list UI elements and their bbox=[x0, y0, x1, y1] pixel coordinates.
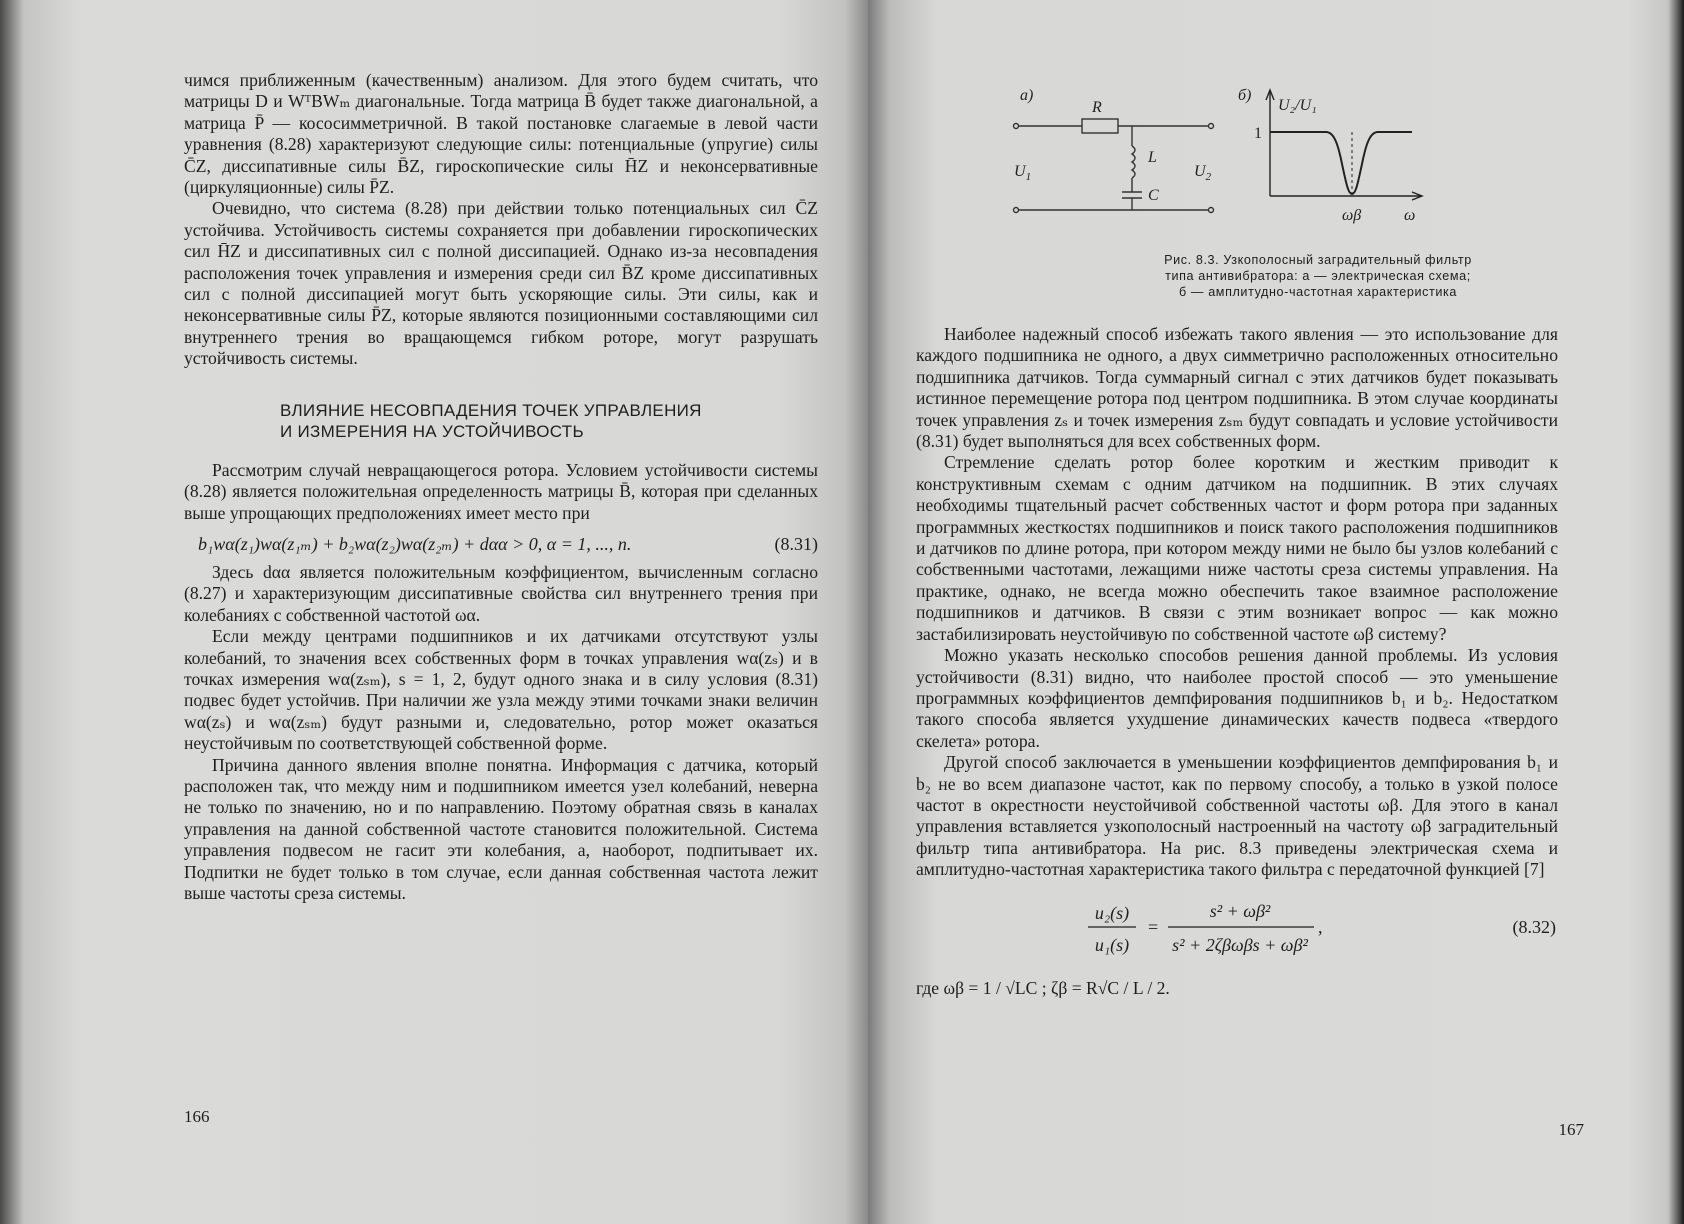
lhs-denominator: u₁(s) bbox=[1094, 934, 1130, 955]
capacitor-label: C bbox=[1148, 187, 1159, 204]
terminal-dot bbox=[1014, 208, 1019, 213]
paragraph: Очевидно, что система (8.28) при действии только потенциальных сил C̄Z устойчива. Устойчивость системы сохраняется при добавлении гироскопических сил H̄Z и диссипативных сил с полной диссипацией. Однако из-за несовпадения расположения точек управления и измерения среди сил B̄Z кроме диссипативных сил с полной диссипацией могут быть ускоряющие силы. Эти силы, как и неконсервативные силы P̄Z, которые являются позиционными составляющими сил внутреннего трения во вращающемся гибком роторе, могут разрушать устойчивость системы. bbox=[184, 198, 818, 369]
output-voltage-label: $U_2$ bbox=[1194, 163, 1212, 183]
formula-8-32-render bbox=[916, 889, 1558, 973]
figure-caption bbox=[1028, 252, 1608, 300]
terminal-dot bbox=[1209, 208, 1214, 213]
inductor-symbol bbox=[1132, 146, 1135, 178]
section-heading bbox=[280, 400, 818, 442]
paragraph: Стремление сделать ротор более коротким и жестким приводит к конструктивным схемам с одним датчиком на подшипник. В этих случаях необходимы тщательный расчет собственных частот и форм ротора при заданных программных жесткостях подшипников и поиск такого расположения подшипников и датчиков по длине ротора, при котором между ними не было бы узлов колебаний с собственными частотами, лежащими ниже частоты среза системы управления. На практике, однако, не всегда можно обеспечить такое взаимное расположение подшипников и датчиков. В связи с этим возникает вопрос — как можно застабилизировать неустойчивую по собственной частоте ωβ систему? bbox=[916, 452, 1558, 644]
heading-line: И ИЗМЕРЕНИЯ НА УСТОЙЧИВОСТЬ bbox=[280, 421, 584, 441]
y-tick-label: 1 bbox=[1254, 125, 1262, 142]
formula-8-31 bbox=[198, 532, 818, 556]
formula-number: (8.32) bbox=[1512, 916, 1556, 937]
terminal-dot bbox=[1014, 124, 1019, 129]
paragraph: Рассмотрим случай невращающегося ротора. Условием устойчивости системы (8.28) является положительная определенность матрицы B̄, которая при сделанных выше упрощающих предположениях имеет место при bbox=[184, 459, 818, 523]
paragraph: Другой способ заключается в уменьшении коэффициентов демпфирования b₁ и b₂ не во всем диапазоне частот, как по первому способу, а только в узкой полосе частот в окрестности неустойчивой собственной частоты ωβ. Для этого в канал управления вставляется узкополосный настроенный на частоту ωβ заградительный фильтр типа антивибратора. На рис. 8.3 приведены электрическая схема и амплитудно-частотная характеристика такого фильтра с передаточной функцией [7] bbox=[916, 752, 1558, 880]
caption-line: Рис. 8.3. Узкополосный заградительный фильтр bbox=[1164, 253, 1472, 267]
formula-body: b₁wα(z₁)wα(z₁ₘ) + b₂wα(z₂)wα(z₂ₘ) + dαα > 0, α = 1, ..., n. bbox=[198, 533, 632, 554]
lhs-numerator: u₂(s) bbox=[1094, 902, 1130, 923]
response-curve bbox=[1270, 132, 1412, 194]
y-axis-label: U₂/U₁ bbox=[1278, 97, 1317, 114]
resistor-label: R bbox=[1092, 99, 1102, 116]
caption-line: типа антивибратора: а — электрическая схема; bbox=[1165, 269, 1471, 283]
rhs-numerator: s² + ωβ² bbox=[1209, 900, 1271, 921]
right-text-column bbox=[916, 324, 1558, 999]
paragraph: Наиболее надежный способ избежать такого явления — это использование для каждого подшипника не одного, а двух симметрично расположенных относительно подшипника датчиков. Тогда суммарный сигнал с этих датчиков будет показывать истинное перемещение ротора под центром подшипника. В этом случае координаты точек управления zₛ и точек измерения zₛₘ будут совпадать и условие устойчивости (8.31) будет выполняться для всех собственных форм. bbox=[916, 324, 1558, 452]
inductor-label: L bbox=[1148, 149, 1157, 166]
caption-line: б — амплитудно-частотная характеристика bbox=[1179, 285, 1457, 299]
equals-sign: = bbox=[1148, 916, 1159, 937]
heading-line: ВЛИЯНИЕ НЕСОВПАДЕНИЯ ТОЧЕК УПРАВЛЕНИЯ bbox=[280, 400, 702, 420]
page-number: 166 bbox=[184, 1107, 210, 1126]
rhs-denominator: s² + 2ζβωβs + ωβ² bbox=[1172, 934, 1308, 955]
paragraph: Если между центрами подшипников и их датчиками отсутствуют узлы колебаний, то значения всех собственных форм в точках управления wα(zₛ) и в точках измерения wα(zₛₘ), s = 1, 2, будут одного знака и в силу условия (8.31) подвес будет устойчив. При наличии же узла между этими точками знаки величин wα(zₛ) и wα(zₛₘ) будут разными и, следовательно, ротор может оказаться неустойчивым по соответствующей собственной форме. bbox=[184, 626, 818, 754]
formula-comma: , bbox=[1318, 916, 1323, 937]
resistor-symbol bbox=[1082, 119, 1118, 133]
formula-number: (8.31) bbox=[774, 533, 818, 554]
terminal-dot bbox=[1209, 124, 1214, 129]
right-page bbox=[868, 0, 1684, 1224]
figure-label-a: а) bbox=[1020, 87, 1034, 104]
paragraph: чимся приближенным (качественным) анализом. Для этого будем считать, что матрицы D и WᵀBWₘ диагональные. Тогда матрица B̄ будет также диагональной, а матрица P̄ — кососимметричной. В такой постановке слагаемые в левой части уравнения (8.28) характеризуют следующие силы: потенциальные (упругие) силы C̄Z, диссипативные силы B̄Z, гироскопические силы H̄Z и неконсервативные (циркуляционные) силы P̄Z. bbox=[184, 70, 818, 198]
x-tick-label: ωβ bbox=[1342, 207, 1362, 224]
x-axis-label: ω bbox=[1404, 207, 1416, 224]
input-voltage-label: $U_1$ bbox=[1014, 163, 1032, 183]
left-text-column bbox=[184, 70, 818, 904]
figure-label-b: б) bbox=[1238, 87, 1252, 104]
paragraph: Причина данного явления вполне понятна. Информация с датчика, который расположен так, что между ним и подшипником имеется узел колебаний, неверна не только по значению, но и по направлению. Поэтому обратная связь в каналах управления на данной собственной частоте становится положительной. Система управления подвесом не гасит эти колебания, а, наоборот, подпитывает их. Подпитки не будет только в том случае, если данная собственная частота лежит выше частоты среза системы. bbox=[184, 754, 818, 903]
paragraph: Можно указать несколько способов решения данной проблемы. Из условия устойчивости (8.31) видно, что наиболее простой способ — это уменьшение программных коэффициентов демпфирования подшипников b₁ и b₂. Недостатком такого способа является ухудшение динамических качеств подвеса «твердого скелета» ротора. bbox=[916, 645, 1558, 751]
paragraph: Здесь dαα является положительным коэффициентом, вычисленным согласно (8.27) и характеризующим диссипативные свойства сил внутреннего трения при колебаниях с собственной частотой ωα. bbox=[184, 561, 818, 625]
formula-8-32 bbox=[916, 889, 1558, 973]
formula-definitions: где ωβ = 1 / √LC ; ζβ = R√C / L / 2. bbox=[916, 977, 1170, 998]
page-number: 167 bbox=[1558, 1120, 1584, 1139]
circuit-diagram bbox=[1014, 119, 1214, 213]
